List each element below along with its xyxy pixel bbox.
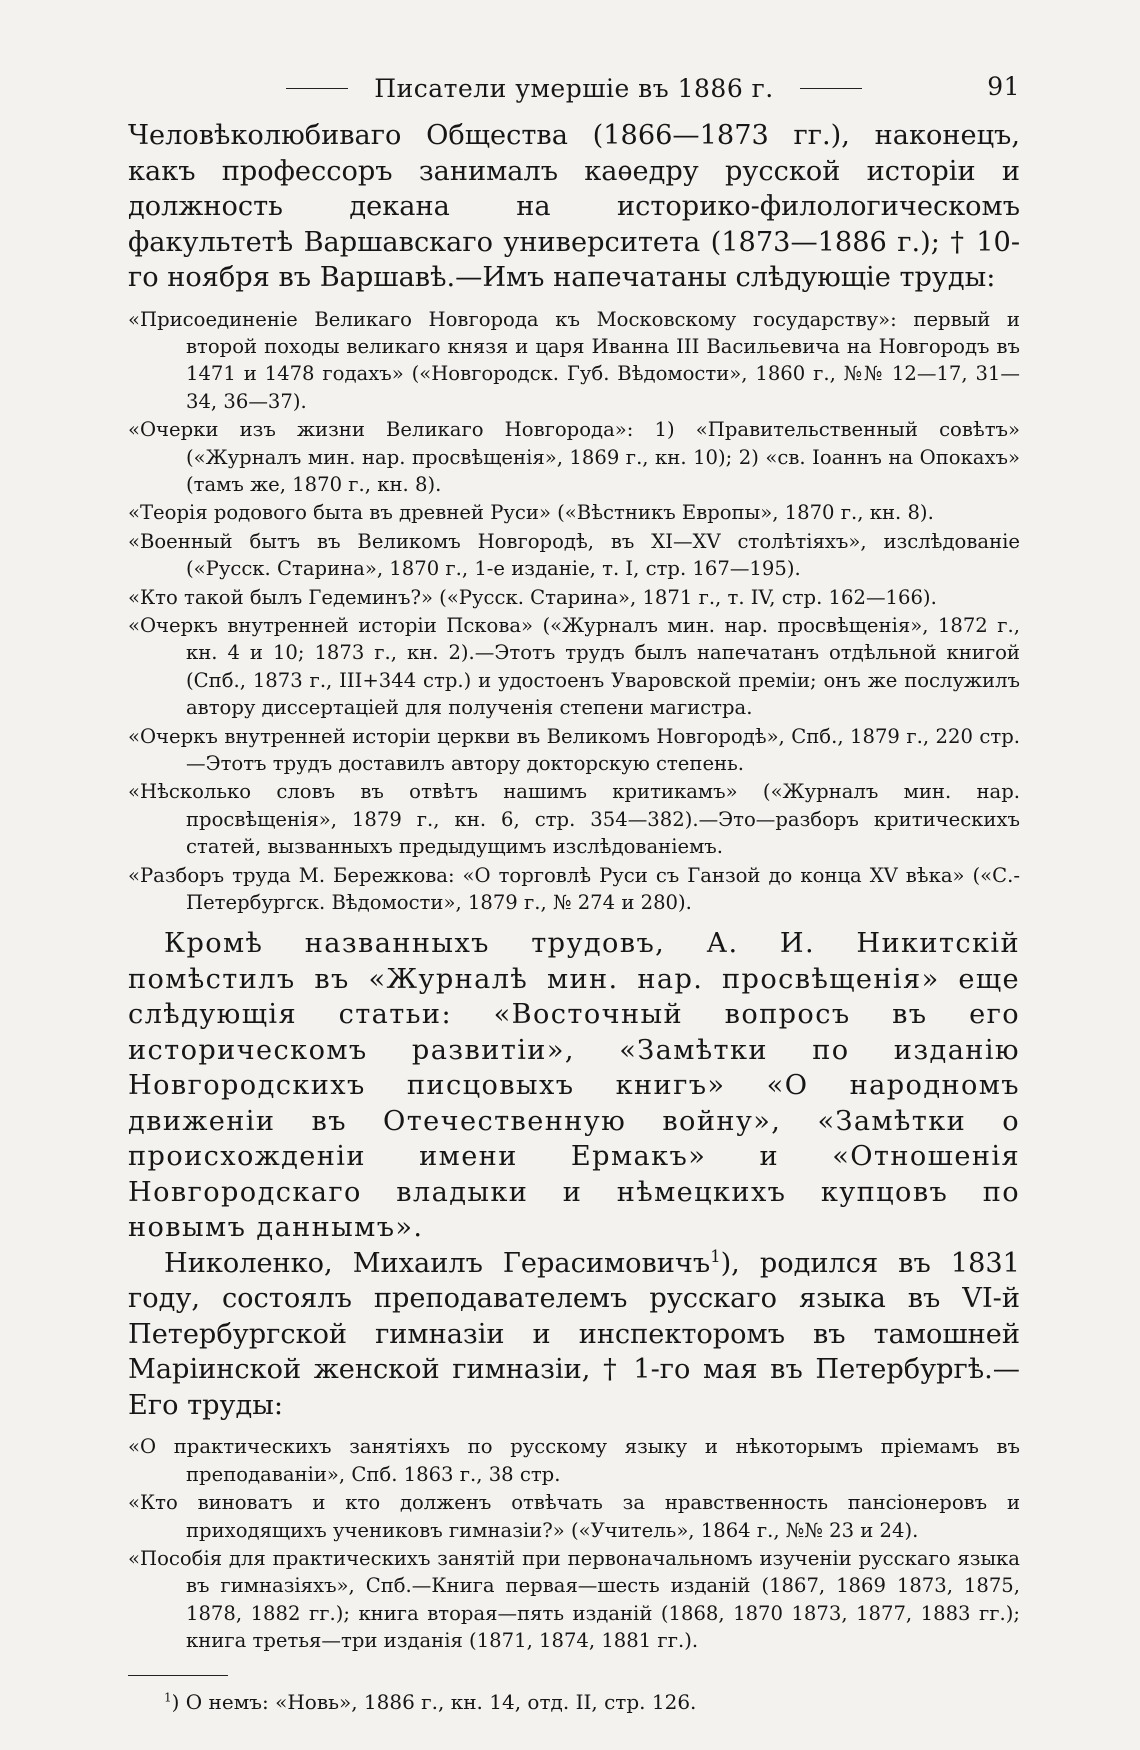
works-list-nikolenko bbox=[128, 1433, 1020, 1654]
footnote bbox=[128, 1688, 1020, 1716]
footnote-text: ) О немъ: «Новь», 1886 г., кн. 14, отд. II, стр. 126. bbox=[171, 1689, 697, 1714]
page-number: 91 bbox=[987, 72, 1020, 101]
work-item: «Очеркъ внутренней исторіи церкви въ Великомъ Новгородѣ», Спб., 1879 г., 220 стр.—Этотъ трудъ доставилъ автору докторскую степень. bbox=[128, 724, 1020, 775]
bio-text: ), родился въ 1831 году, состоялъ преподавателемъ русскаго языка въ VI-й Петербургской гимназіи и инспекторомъ въ тамошней Маріинской женской гимназіи, † 1-го мая въ Петербургѣ.—Его труды: bbox=[128, 1247, 1020, 1421]
header-rule-right bbox=[800, 88, 862, 89]
header-rule-left bbox=[286, 88, 348, 89]
footnote-mark: 1 bbox=[164, 1690, 172, 1705]
work-item: «Теорія родового быта въ древней Руси» («Вѣстникъ Европы», 1870 г., кн. 8). bbox=[128, 501, 934, 525]
work-item: «Пособія для практическихъ занятій при первоначальномъ изученіи русскаго языка въ гимназіяхъ», Спб.—Книга первая—шесть изданій (1867, 1869 1873, 1875, 1878, 1882 гг.); книга вторая—пять изданій (1868, 1870 1873, 1877, 1883 гг.); книга третья—три изданія (1871, 1874, 1881 гг.). bbox=[128, 1547, 1020, 1653]
running-header bbox=[128, 72, 1020, 112]
paragraph-nikitsky-bio: Человѣколюбиваго Общества (1866—1873 гг.), наконецъ, какъ профессоръ занималъ каѳедру русской исторіи и должность декана на историко-филологическомъ факультетѣ Варшавскаго университета (1873—1886 г.); † 10-го ноября въ Варшавѣ.—Имъ напечатаны слѣдующіе труды: bbox=[128, 120, 1020, 293]
work-item: «Кто виноватъ и кто долженъ отвѣчать за нравственность пансіонеровъ и приходящихъ учениковъ гимназіи?» («Учитель», 1864 г., №№ 23 и 24). bbox=[128, 1491, 1020, 1542]
paragraph-nikitsky-articles: Кромѣ названныхъ трудовъ, А. И. Никитскій помѣстилъ въ «Журналѣ мин. нар. просвѣщенія» еще слѣдующія статьи: «Восточный вопросъ въ его историческомъ развитіи», «Замѣтки по изданію Новгородскихъ писцовыхъ книгъ» «О народномъ движеніи въ Отечественную войну», «Замѣтки о происхожденіи имени Ермакъ» и «Отношенія Новгородскаго владыки и нѣмецкихъ купцовъ по новымъ даннымъ». bbox=[128, 928, 1020, 1244]
work-item: «Очеркъ внутренней исторіи Пскова» («Журналъ мин. нар. просвѣщенія», 1872 г., кн. 4 и 10; 1873 г., кн. 2).—Этотъ трудъ былъ напечатанъ отдѣльной книгой (Спб., 1873 г., III+344 стр.) и удостоенъ Уваровской преміи; онъ же послужилъ автору диссертаціей для полученія степени магистра. bbox=[128, 613, 1020, 720]
header-title: Писатели умершіе въ 1886 г. bbox=[374, 74, 774, 103]
work-item: «Военный бытъ въ Великомъ Новгородѣ, въ XI—XV столѣтіяхъ», изслѣдованіе («Русск. Старина», 1870 г., 1-е изданіе, т. I, стр. 167—195). bbox=[128, 529, 1020, 581]
work-item: «Присоединеніе Великаго Новгорода къ Московскому государству»: первый и второй походы великаго князя и царя Иванна III Васильевича на Новгородъ въ 1471 и 1478 годахъ» («Новгородск. Губ. Вѣдомости», 1860 г., №№ 12—17, 31—34, 36—37). bbox=[128, 307, 1020, 413]
work-item: «Разборъ труда М. Бережкова: «О торговлѣ Руси съ Ганзой до конца XV вѣка» («С.-Петербургск. Вѣдомости», 1879 г., № 274 и 280). bbox=[128, 863, 1020, 915]
footnote-divider bbox=[128, 1675, 228, 1676]
footnote-reference: 1 bbox=[710, 1246, 721, 1266]
works-list-nikitsky bbox=[128, 306, 1020, 917]
work-item: «Кто такой былъ Гедеминъ?» («Русск. Старина», 1871 г., т. IV, стр. 162—166). bbox=[128, 585, 937, 609]
work-item: «О практическихъ занятіяхъ по русскому языку и нѣкоторымъ пріемамъ въ преподаваніи», Спб. 1863 г., 38 стр. bbox=[128, 1435, 1020, 1486]
work-item: «Нѣсколько словъ въ отвѣтъ нашимъ критикамъ» («Журналъ мин. нар. просвѣщенія», 1879 г., кн. 6, стр. 354—382).—Это—разборъ критическихъ статей, вызванныхъ предыдущимъ изслѣдованіемъ. bbox=[128, 780, 1020, 859]
work-item: «Очерки изъ жизни Великаго Новгорода»: 1) «Правительственный совѣтъ» («Журналъ мин. нар. просвѣщенія», 1869 г., кн. 10); 2) «св. Іоаннъ на Опокахъ» (тамъ же, 1870 г., кн. 8). bbox=[128, 418, 1020, 496]
person-name: Николенко, Михаилъ Герасимовичъ bbox=[164, 1247, 711, 1279]
paragraph-nikolenko-bio bbox=[128, 1246, 1020, 1424]
